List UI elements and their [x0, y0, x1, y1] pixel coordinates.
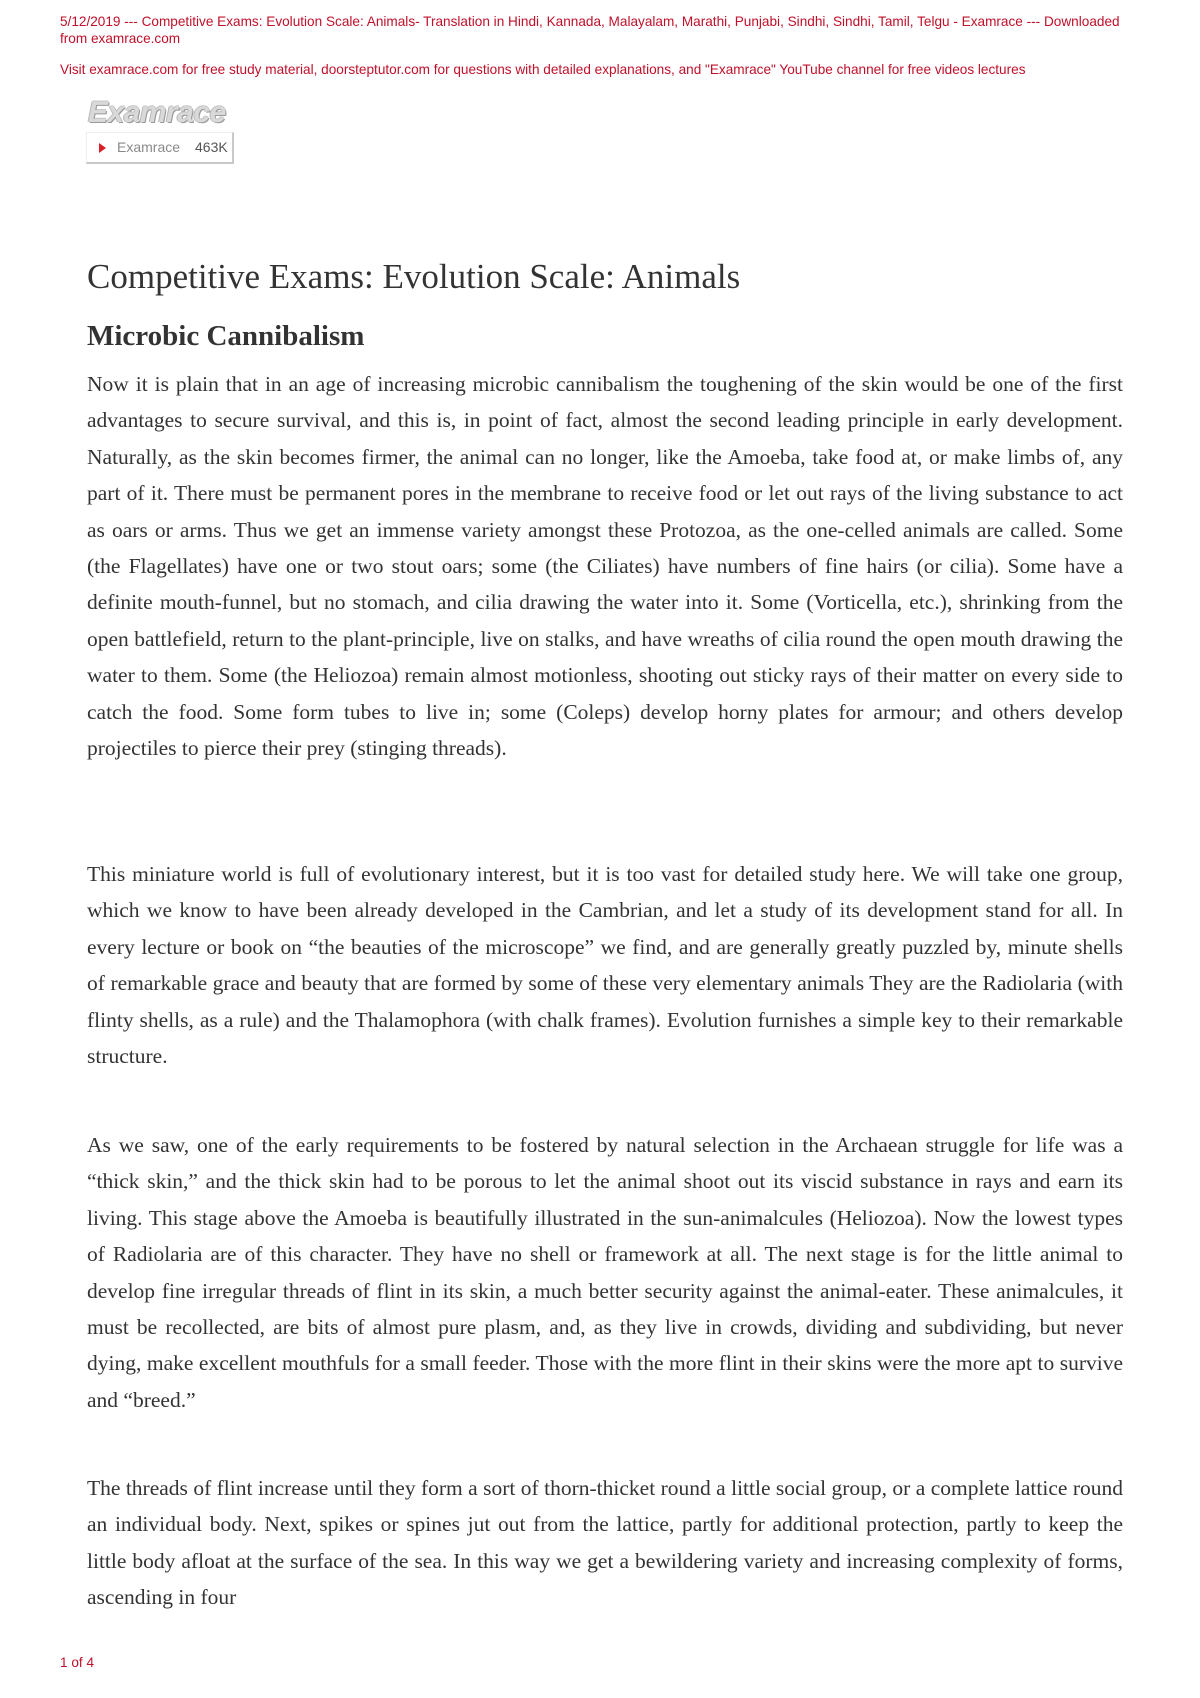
page-title: Competitive Exams: Evolution Scale: Animals — [87, 257, 741, 296]
examrace-logo[interactable]: Examrace — [88, 96, 226, 129]
article-paragraph-3: As we saw, one of the early requirements to be fostered by natural selection in the Archaean struggle for life was a “thick skin,” and the thick skin had to be porous to let the animal shoot out its viscid substance in rays and earn its living. This stage above the Amoeba is beautifully illustrated in the sun-animalcules (Heliozoa). Now the lowest types of Radiolaria are of this character. They have no shell or framework at all. The next stage is for the little animal to develop fine irregular threads of flint in its skin, a much better security against the animal-eater. These animalcules, it must be recollected, are bits of almost pure plasm, and, as they live in crowds, dividing and subdividing, but never dying, make excellent mouthfuls for a small feeder. Those with the more flint in their skins were the more apt to survive and “breed.” — [87, 1133, 1123, 1412]
header-timestamp-line: 5/12/2019 --- Competitive Exams: Evolution Scale: Animals- Translation in Hindi, Kannada, Malayalam, Marathi, Punjabi, Sindhi, Sindhi, Tamil, Telgu - Examrace --- Downloaded from examrace.com — [60, 14, 1120, 46]
youtube-play-icon — [99, 143, 106, 153]
article-paragraph-4: The threads of flint increase until they form a sort of thorn-thicket round a little social group, or a complete lattice round an individual body. Next, spikes or spines jut out from the lattice, partly for additional protection, partly to keep the little body afloat at the surface of the sea. In this way we get a bewildering variety and increasing complexity of forms, ascending in four — [87, 1476, 1123, 1610]
article-paragraph-1: Now it is plain that in an age of increasing microbic cannibalism the toughening of the skin would be one of the first advantages to secure survival, and this is, in point of fact, almost the second leading principle in early development. Naturally, as the skin becomes firmer, the animal can no longer, like the Amoeba, take food at, or make limbs of, any part of it. There must be permanent pores in the membrane to receive food or let out rays of the living substance to act as oars or arms. Thus we get an immense variety amongst these Protozoa, as the one-celled animals are called. Some (the Flagellates) have one or two stout oars; some (the Ciliates) have numbers of fine hairs (or cilia). Some have a definite mouth-funnel, but no stomach, and cilia drawing the water into it. Some (Vorticella, etc.), shrinking from the open battlefield, return to the plant-principle, live on stalks, and have wreaths of cilia round the open mouth drawing the water to them. Some (the Heliozoa) remain almost motionless, shooting out sticky rays of their matter on every side to catch the food. Some form tubes to live in; some (Coleps) develop horny plates for armour; and others develop projectiles to pierce their prey (stinging threads). — [87, 372, 1123, 761]
youtube-channel-name[interactable]: Examrace — [117, 139, 181, 155]
youtube-subscribe-widget[interactable] — [86, 132, 234, 164]
article-paragraph-2: This miniature world is full of evolutionary interest, but it is too vast for detailed study here. We will take one group, which we know to have been already developed in the Cambrian, and let a study of its development stand for all. In every lecture or book on “the beauties of the microscope” we find, and are generally greatly puzzled by, minute shells of remarkable grace and beauty that are formed by some of these very elementary animals They are the Radiolaria (with flinty shells, as a rule) and the Thalamophora (with chalk frames). Evolution furnishes a simple key to their remarkable structure. — [87, 862, 1123, 1069]
page-number: 1 of 4 — [60, 1655, 95, 1670]
examrace-logo-block — [86, 96, 236, 170]
header-visit-line: Visit examrace.com for free study material, doorsteptutor.com for questions with detailed explanations, and "Examrace" YouTube channel for free videos lectures — [60, 62, 1026, 77]
youtube-subscriber-count: 463K — [195, 139, 228, 155]
section-heading: Microbic Cannibalism — [87, 320, 365, 352]
